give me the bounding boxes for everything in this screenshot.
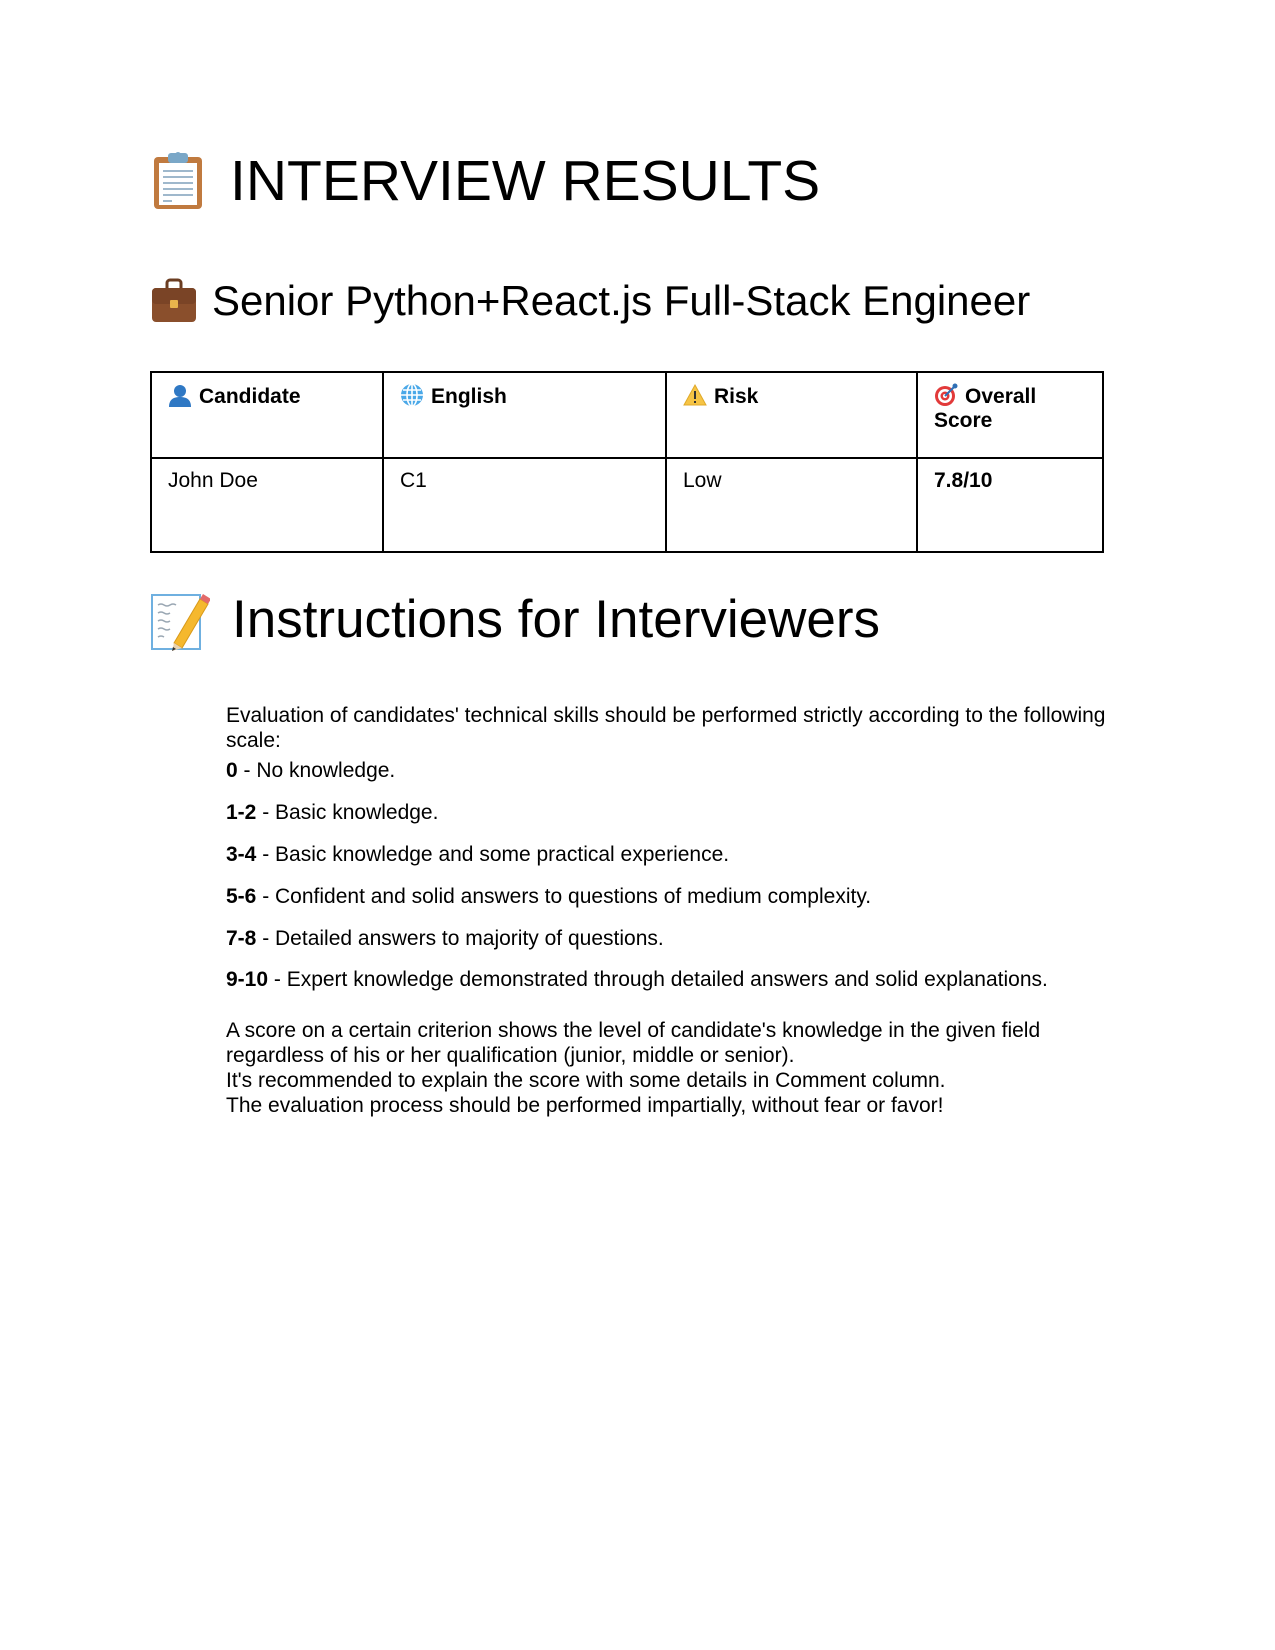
candidate-name: John Doe (151, 458, 383, 552)
header-risk: Risk (666, 372, 917, 458)
position-title (150, 276, 1030, 327)
scale-item (226, 800, 438, 825)
scale-range: 5-6 (226, 885, 257, 908)
scale-description: - Basic knowledge and some practical experience. (256, 843, 730, 866)
title-text: INTERVIEW RESULTS (230, 149, 821, 213)
target-icon (934, 383, 958, 407)
scale-range: 0 (226, 759, 238, 782)
position-text: Senior Python+React.js Full-Stack Engineer (212, 277, 1031, 324)
person-icon (168, 383, 192, 407)
risk-level: Low (666, 458, 917, 552)
scale-description: - Basic knowledge. (256, 801, 439, 824)
scale-range: 9-10 (226, 968, 269, 991)
scale-description: - Confident and solid answers to questions of medium complexity. (256, 885, 872, 908)
header-english: English (383, 372, 666, 458)
table-header-row (151, 372, 1103, 458)
scale-item (226, 926, 664, 951)
scale-range: 3-4 (226, 843, 257, 866)
closing-line: regardless of his or her qualification (junior, middle or senior). (226, 1044, 795, 1067)
instructions-intro: Evaluation of candidates' technical skills should be performed strictly according to the following scale: (226, 704, 1106, 752)
header-overall-score: Overall Score (917, 372, 1103, 458)
closing-line: The evaluation process should be performed impartially, without fear or favor! (226, 1094, 944, 1117)
page-title (152, 148, 820, 215)
closing-line: A score on a certain criterion shows the level of candidate's knowledge in the given field (226, 1019, 1041, 1042)
scale-item (226, 884, 871, 909)
english-level: C1 (383, 458, 666, 552)
table-row (151, 458, 1103, 552)
warning-icon (683, 383, 707, 407)
memo-pencil-icon (150, 589, 210, 651)
scale-description: - Expert knowledge demonstrated through detailed answers and solid explanations. (268, 968, 1048, 991)
closing-line: It's recommended to explain the score with some details in Comment column. (226, 1069, 946, 1092)
instructions-title (150, 588, 880, 654)
overall-score: 7.8/10 (917, 458, 1103, 552)
scale-description: - No knowledge. (237, 759, 396, 782)
header-candidate: Candidate (151, 372, 383, 458)
globe-icon (400, 383, 424, 407)
scale-range: 7-8 (226, 927, 257, 950)
instructions-title-text: Instructions for Interviewers (232, 590, 881, 649)
instructions-closing (226, 1018, 1106, 1118)
scale-item (226, 842, 729, 867)
summary-table (150, 371, 1104, 553)
clipboard-icon (152, 151, 204, 211)
scale-description: - Detailed answers to majority of questions. (256, 927, 664, 950)
briefcase-icon (150, 278, 198, 324)
scale-item (226, 758, 395, 783)
scale-item (226, 967, 1048, 992)
scale-range: 1-2 (226, 801, 257, 824)
